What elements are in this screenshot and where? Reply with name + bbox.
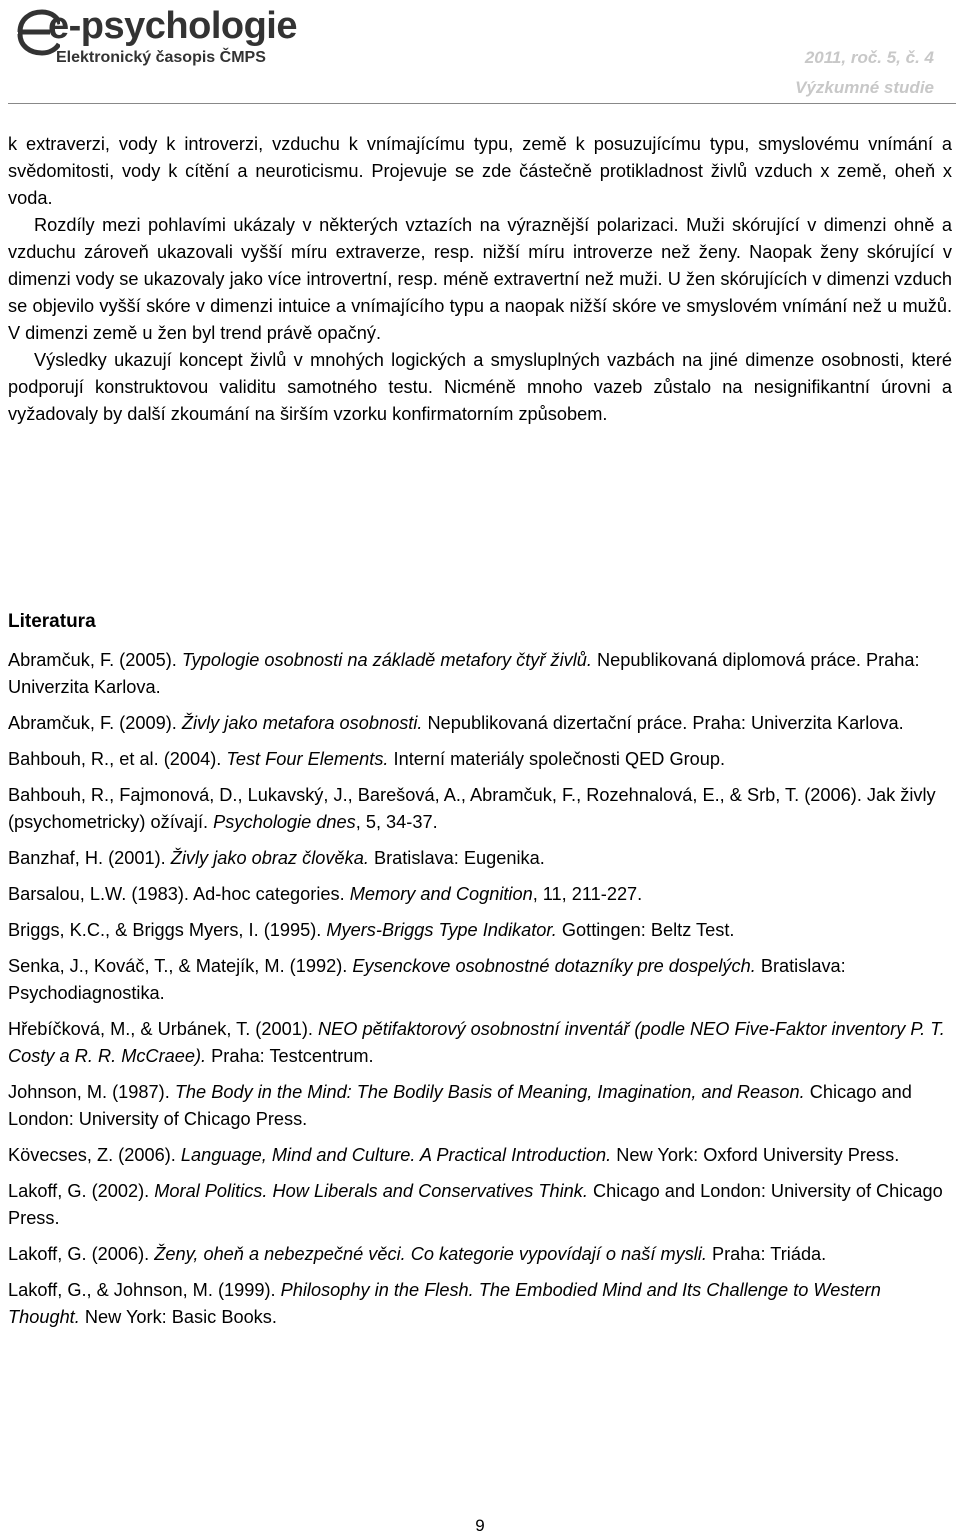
reference-item <box>8 1277 952 1331</box>
paragraph: Rozdíly mezi pohlavími ukázaly v některých vztazích na výraznější polarizaci. Muži skórující v dimenzi ohně a vzduchu zároveň ukazovali vyšší míru extraverze, resp. nižší míru introverze než ženy. Naopak ženy skórující v dimenzi vody se ukazovaly jako více introvertní, resp. méně extravertní než muži. U žen skórujících v dimenzi vzduch se objevilo vyšší skóre v dimenzi intuice a vnímajícího typu a naopak nižší skóre ve smyslovém vnímání než u mužů. V dimenzi země u žen byl trend právě opačný. <box>8 215 952 343</box>
paragraph: Výsledky ukazují koncept živlů v mnohých logických a smysluplných vazbách na jiné dimenze osobnosti, které podporují konstruktovou validitu samotného testu. Nicméně mnoho vazeb zůstalo na nesignifikantní úrovni a vyžadovaly by další zkoumání na širším vzorku konfirmatorním způsobem. <box>8 350 952 424</box>
reference-authors: Lakoff, G., & Johnson, M. (1999). <box>8 1280 281 1300</box>
reference-title: Eysenckove osobnostné dotazníky pre dospelých. <box>352 956 756 976</box>
reference-title: Philosophy in the Flesh. The Embodied Mind and Its Challenge to Western Thought. <box>8 1280 881 1327</box>
reference-publisher: Nepublikovaná dizertační práce. Praha: Univerzita Karlova. <box>422 713 904 733</box>
reference-authors: Johnson, M. (1987). <box>8 1082 175 1102</box>
body-text <box>8 131 952 428</box>
reference-item <box>8 710 952 737</box>
reference-authors: Bahbouh, R., Fajmonová, D., Lukavský, J., Barešová, A., Abramčuk, F., Rozehnalová, E., & Srb, T. (2006). Jak živly (psychometricky) ožívají. <box>8 785 936 832</box>
section-label: Výzkumné studie <box>795 78 934 97</box>
reference-authors: Lakoff, G. (2006). <box>8 1244 155 1264</box>
reference-authors: Hřebíčková, M., & Urbánek, T. (2001). <box>8 1019 318 1039</box>
reference-title: Živly jako obraz člověka. <box>170 848 369 868</box>
reference-publisher: Chicago and London: University of Chicago Press. <box>8 1181 943 1228</box>
reference-title: Typologie osobnosti na základě metafory čtyř živlů. <box>181 650 592 670</box>
reference-authors: Briggs, K.C., & Briggs Myers, I. (1995). <box>8 920 327 940</box>
reference-authors: Abramčuk, F. (2009). <box>8 713 182 733</box>
reference-publisher: Gottingen: Beltz Test. <box>556 920 735 940</box>
reference-item <box>8 845 952 872</box>
reference-authors: Kövecses, Z. (2006). <box>8 1145 181 1165</box>
reference-publisher: Praha: Testcentrum. <box>206 1046 374 1066</box>
reference-publisher: New York: Oxford University Press. <box>611 1145 900 1165</box>
reference-item <box>8 953 952 1007</box>
reference-title: Memory and Cognition <box>349 884 533 904</box>
reference-authors: Banzhaf, H. (2001). <box>8 848 171 868</box>
page-header <box>0 0 960 104</box>
literature-heading: Literatura <box>8 611 96 632</box>
reference-authors: Senka, J., Kováč, T., & Matejík, M. (1992). <box>8 956 353 976</box>
reference-item <box>8 1016 952 1070</box>
reference-item <box>8 647 952 701</box>
reference-publisher: Bratislava: Eugenika. <box>368 848 545 868</box>
reference-publisher: Bratislava: Psychodiagnostika. <box>8 956 846 1003</box>
logo-title: e-psychologie <box>48 5 297 47</box>
reference-item <box>8 782 952 836</box>
reference-publisher: , 5, 34-37. <box>355 812 438 832</box>
reference-authors: Lakoff, G. (2002). <box>8 1181 155 1201</box>
reference-title: Myers-Briggs Type Indikator. <box>326 920 557 940</box>
reference-title: The Body in the Mind: The Bodily Basis of Meaning, Imagination, and Reason. <box>174 1082 805 1102</box>
reference-title: Psychologie dnes <box>213 812 356 832</box>
reference-publisher: New York: Basic Books. <box>79 1307 277 1327</box>
reference-title: Ženy, oheň a nebezpečné věci. Co kategorie vypovídají o naší mysli. <box>154 1244 707 1264</box>
reference-publisher: Chicago and London: University of Chicago Press. <box>8 1082 912 1129</box>
reference-item <box>8 1142 952 1169</box>
reference-publisher: Nepublikovaná diplomová práce. Praha: Univerzita Karlova. <box>8 650 920 697</box>
reference-publisher: Praha: Triáda. <box>706 1244 827 1264</box>
reference-item <box>8 1079 952 1133</box>
paragraph: k extraverzi, vody k introverzi, vzduchu k vnímajícímu typu, země k posuzujícímu typu, smyslovému vnímání a svědomitosti, vody k cítění a neuroticismu. Projevuje se zde částečně protikladnost živlů vzduch x země, oheň x voda. <box>8 134 952 208</box>
reference-item <box>8 1241 952 1268</box>
page-number: 9 <box>475 1516 485 1535</box>
reference-authors: Bahbouh, R., et al. (2004). <box>8 749 227 769</box>
reference-item <box>8 1178 952 1232</box>
reference-title: NEO pětifaktorový osobnostní inventář (podle NEO Five-Faktor inventory P. T. Costy a R. R. McCraee). <box>8 1019 945 1066</box>
logo-subtitle: Elektronický časopis ČMPS <box>56 49 266 66</box>
reference-title: Moral Politics. How Liberals and Conservatives Think. <box>154 1181 588 1201</box>
reference-item <box>8 881 952 908</box>
reference-authors: Barsalou, L.W. (1983). Ad-hoc categories. <box>8 884 350 904</box>
issue-label: 2011, roč. 5, č. 4 <box>804 48 934 67</box>
journal-logo <box>10 4 350 70</box>
reference-title: Language, Mind and Culture. A Practical Introduction. <box>180 1145 612 1165</box>
reference-item <box>8 917 952 944</box>
reference-list <box>8 647 952 1340</box>
header-divider <box>8 103 956 104</box>
reference-title: Test Four Elements. <box>226 749 389 769</box>
reference-title: Živly jako metafora osobnosti. <box>181 713 423 733</box>
reference-publisher: , 11, 211-227. <box>532 884 643 904</box>
reference-publisher: Interní materiály společnosti QED Group. <box>388 749 726 769</box>
reference-item <box>8 746 952 773</box>
reference-authors: Abramčuk, F. (2005). <box>8 650 182 670</box>
